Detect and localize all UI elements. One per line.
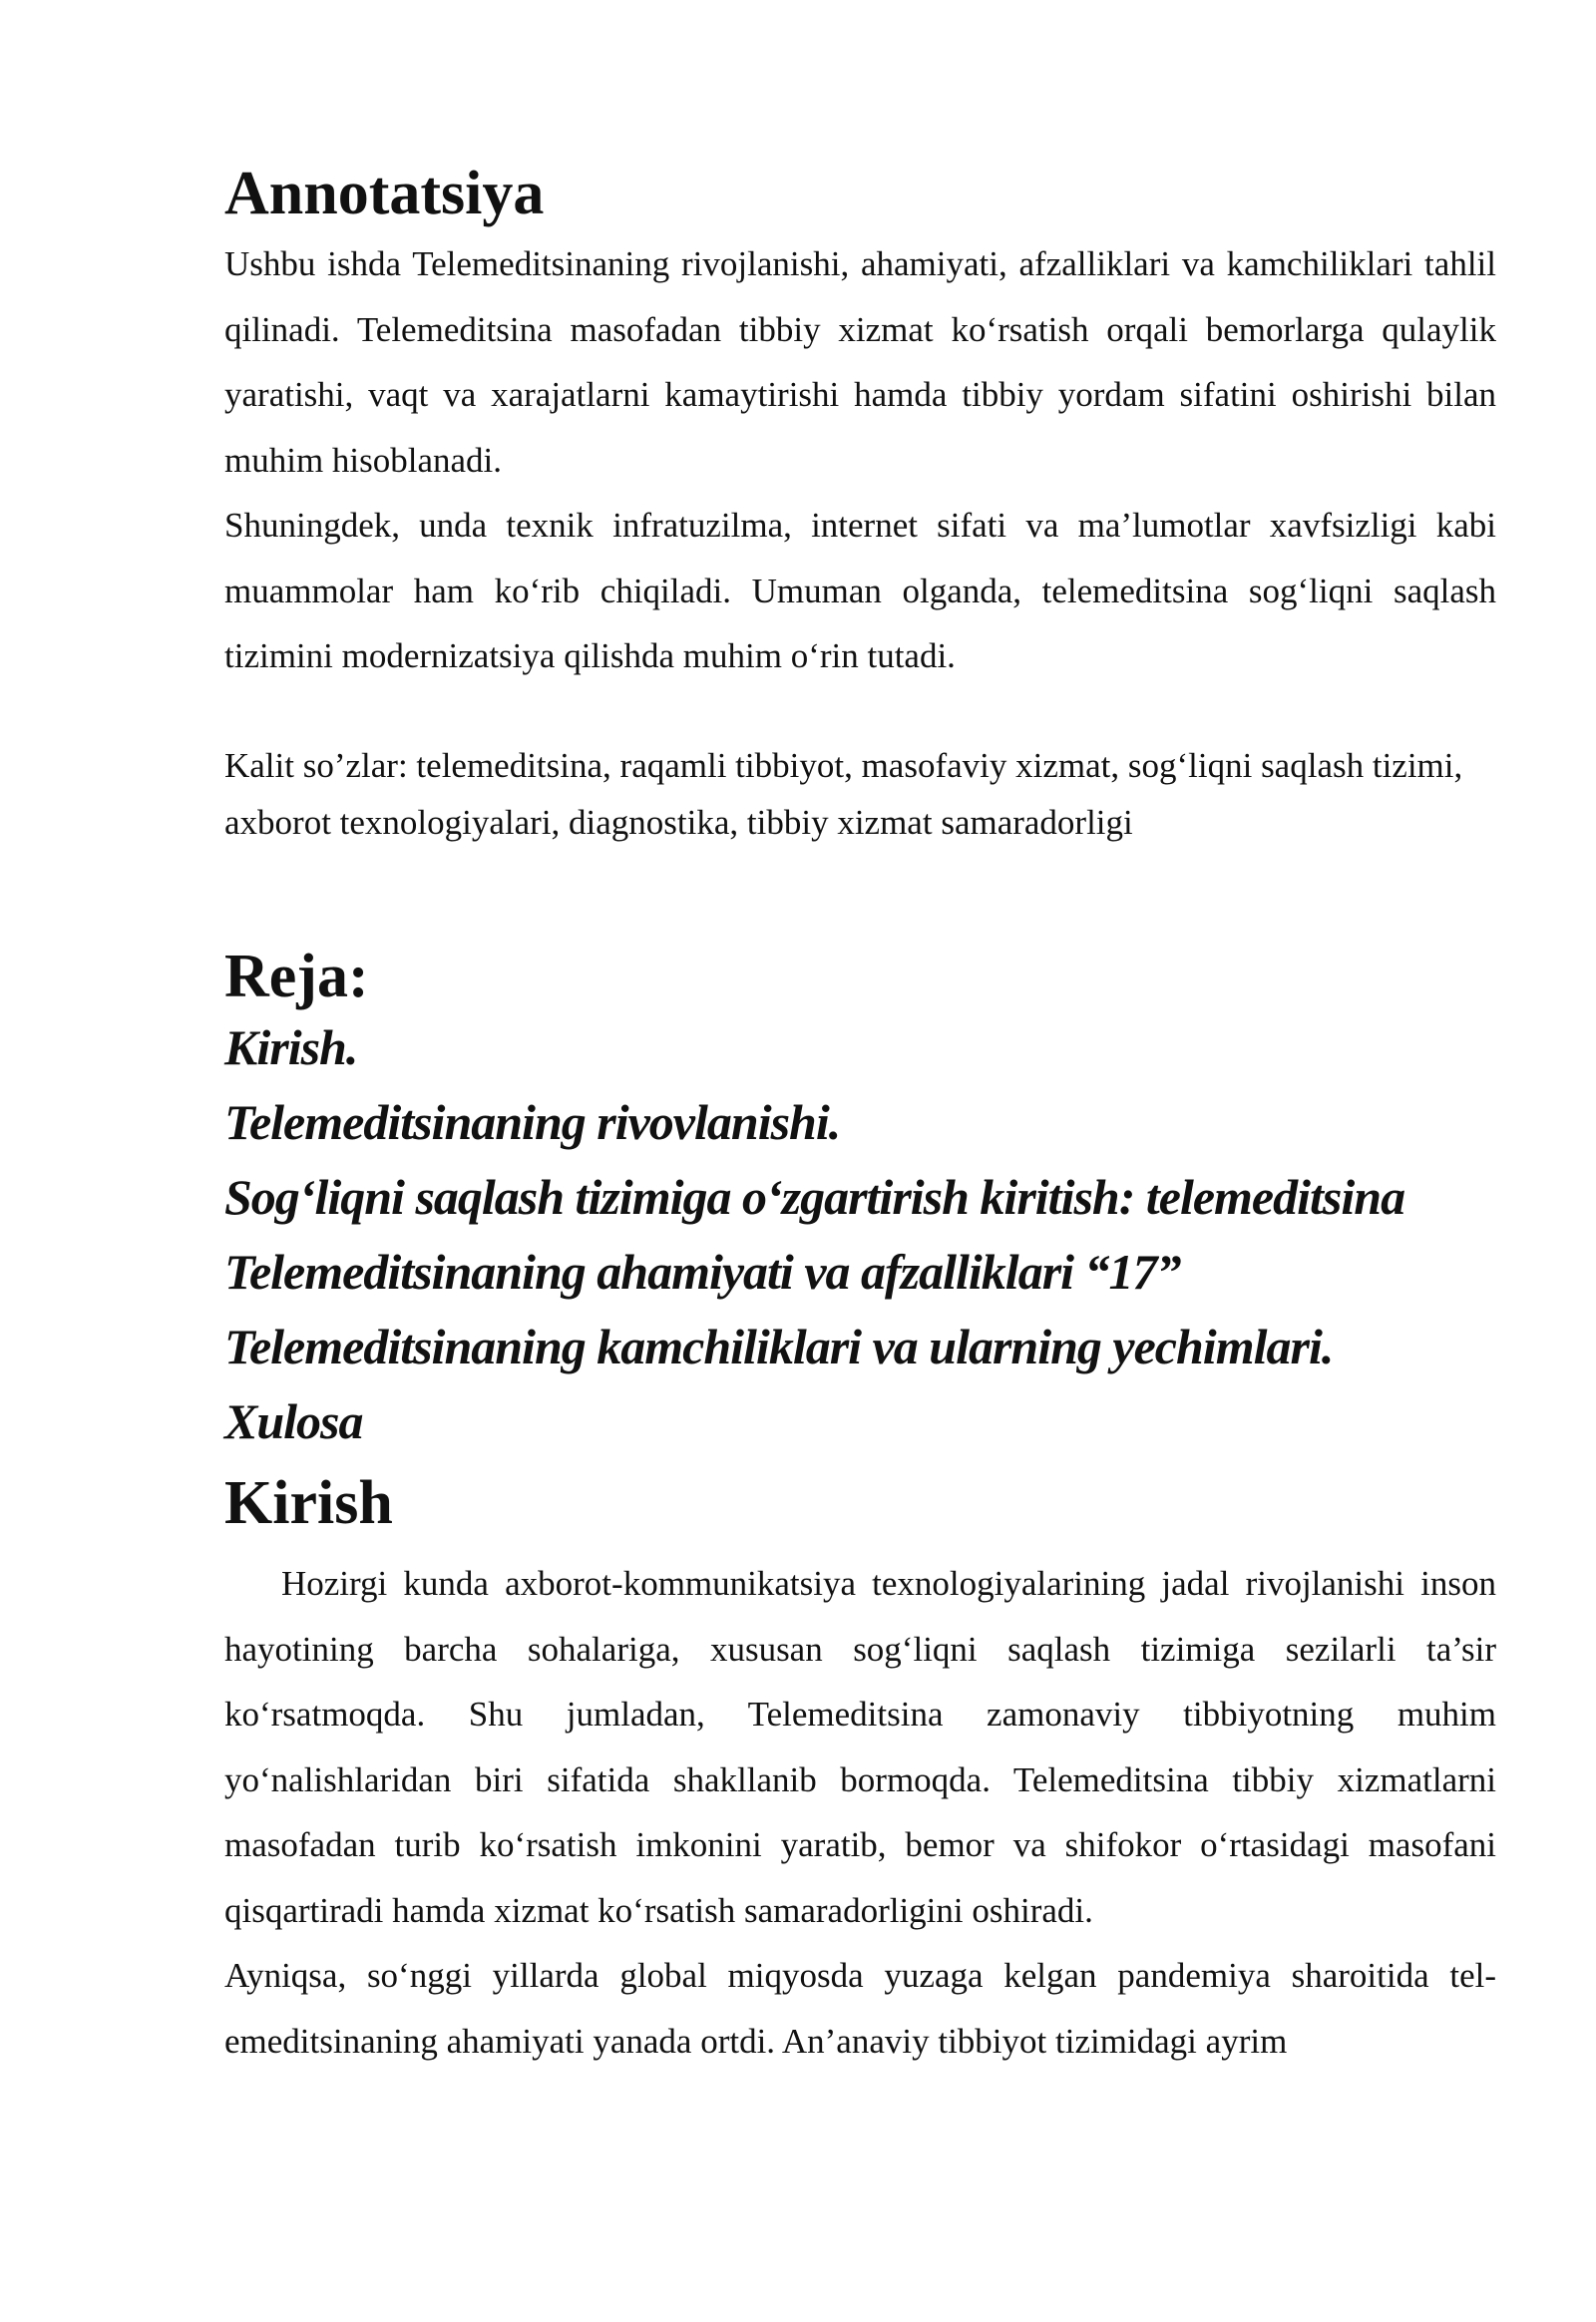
annotation-heading: Annotatsiya (224, 160, 545, 227)
intro-body (224, 1551, 1496, 2074)
plan-heading: Reja: (224, 942, 369, 1010)
plan-item: Sog‘liqni saqlash tizimiga o‘zgartirish kiritish: telemeditsina (224, 1168, 1405, 1225)
annotation-paragraph-1: Ushbu ishda Telemeditsinaning rivojlanishi, ahamiyati, afzalliklari va kamchiliklari tahlil qilinadi. Telemeditsina masofadan tibbiy xizmat ko‘rsatish orqali bemorlarga qulaylik yaratishi, vaqt va xarajatlarni kamaytirishi hamda tibbiy yordam sifatini oshirishi bilan muhim hisoblanadi. (224, 244, 1496, 480)
plan-item: Telemeditsinaning rivovlanishi. (224, 1093, 841, 1150)
intro-heading: Kirish (224, 1468, 393, 1537)
intro-paragraph-1: Hozirgi kunda axborot-kommunikatsiya texnologiyalarining jadal rivojlanishi inson hayotining barcha sohalariga, xususan sog‘liqni saqlash tizimiga sezilarli ta’sir ko‘rsatmoqda. Shu jumladan, Telemeditsina zamonaviy tibbiyotning muhim yo‘nalishlaridan biri sifatida shakllanib bormoqda. Telemeditsina tibbiy xizmatlarni masofadan turib ko‘rsatish imkonini yaratib, bemor va shifokor o‘rtasidagi masofani qisqartiradi hamda xizmat ko‘rsatish samaradorligini oshiradi. (224, 1564, 1496, 1930)
intro-paragraph-2: Ayniqsa, so‘nggi yillarda global miqyosda yuzaga kelgan pandemiya sharoitida tel-emeditsinaning ahamiyati yanada ortdi. An’anaviy tibbiyot tizimidagi ayrim (224, 1956, 1496, 2061)
annotation-paragraph-2: Shuningdek, unda texnik infratuzilma, internet sifati va ma’lumotlar xavfsizligi kabi muammolar ham ko‘rib chiqiladi. Umuman olganda, telemeditsina sog‘liqni saqlash tizimini modernizatsiya qilishda muhim o‘rin tutadi. (224, 506, 1496, 676)
plan-item: Xulosa (224, 1392, 363, 1449)
plan-list (224, 1010, 1496, 1459)
plan-item: Telemeditsinaning ahamiyati va afzalliklari “17” (224, 1243, 1181, 1300)
document-page (224, 160, 1496, 2074)
plan-item: Telemeditsinaning kamchiliklari va ularning yechimlari. (224, 1318, 1334, 1374)
keywords-paragraph: Kalit so’zlar: telemeditsina, raqamli tibbiyot, masofaviy xizmat, sog‘liqni saqlash tizimi, axborot texnologiyalari, diagnostika, tibbiy xizmat samaradorligi (224, 745, 1463, 842)
annotation-body (224, 231, 1496, 689)
plan-item: Kirish. (224, 1018, 358, 1075)
